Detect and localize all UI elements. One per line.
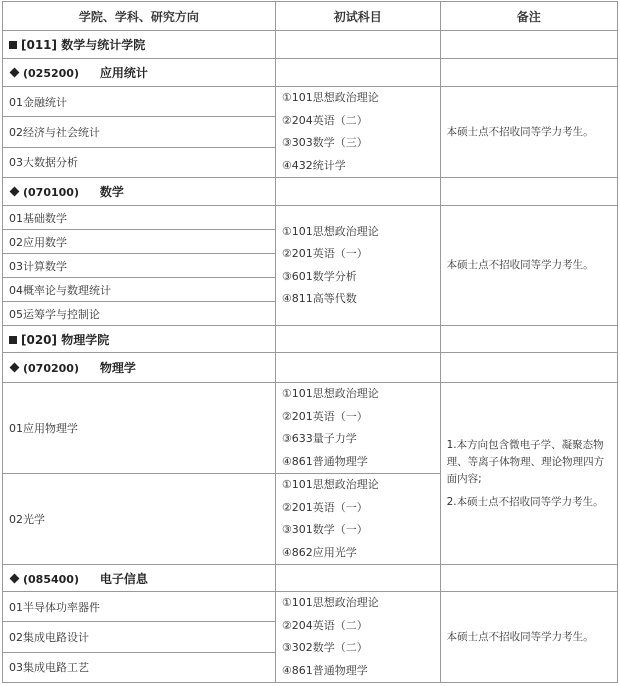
exam-subjects-cell	[275, 592, 440, 683]
remark-cell: 本硕士点不招收同等学力考生。	[440, 592, 617, 683]
remark-line: 2.本硕士点不招收同等学力考生。	[446, 495, 604, 508]
empty-cell	[440, 565, 617, 592]
exam-subject: ③301数学（一）	[281, 523, 368, 536]
direction-label: 03集成电路工艺	[3, 652, 276, 682]
exam-subjects-cell	[275, 206, 440, 326]
exam-subject: ④861普通物理学	[281, 454, 368, 468]
exam-subject: ④432统计学	[281, 158, 346, 172]
college-title: [011] 数学与统计学院	[21, 38, 146, 52]
diamond-bullet-icon	[10, 363, 20, 373]
remark-cell: 本硕士点不招收同等学力考生。	[440, 206, 617, 326]
exam-subject: ②204英语（二）	[281, 113, 368, 127]
major-name: 电子信息	[99, 571, 148, 586]
direction-label: 01金融统计	[3, 87, 276, 117]
empty-cell	[440, 178, 617, 206]
exam-subject: ③303数学（三）	[281, 136, 368, 149]
direction-label: 03计算数学	[3, 254, 276, 278]
header-college-discipline: 学院、学科、研究方向	[3, 2, 276, 31]
major-code: (085400)	[23, 572, 79, 586]
empty-cell	[275, 59, 440, 87]
exam-subject: ③601数学分析	[281, 269, 357, 283]
empty-cell	[275, 326, 440, 353]
major-code: (025200)	[23, 67, 79, 80]
exam-subject: ①101思想政治理论	[281, 91, 379, 104]
diamond-bullet-icon	[10, 187, 20, 197]
diamond-bullet-icon	[10, 573, 20, 583]
major-name: 数学	[99, 185, 124, 199]
college-cell	[3, 326, 276, 353]
exam-subject: ④861普通物理学	[281, 663, 368, 677]
exam-subject: ①101思想政治理论	[281, 478, 379, 491]
header-exam-subjects: 初试科目	[275, 2, 440, 31]
major-cell	[3, 565, 276, 592]
major-cell	[3, 353, 276, 383]
major-row	[3, 353, 618, 383]
empty-cell	[440, 326, 617, 353]
square-bullet-icon	[9, 41, 17, 49]
exam-subject: ①101思想政治理论	[281, 224, 379, 238]
exam-subject: ②204英语（二）	[281, 618, 368, 632]
direction-label: 01应用物理学	[3, 383, 276, 474]
direction-row	[3, 592, 618, 622]
empty-cell	[440, 353, 617, 383]
major-code: (070100)	[23, 186, 79, 199]
exam-subject: ②201英语（一）	[281, 247, 368, 260]
empty-cell	[440, 31, 617, 59]
direction-label: 01半导体功率器件	[3, 592, 276, 622]
direction-label: 04概率论与数理统计	[3, 278, 276, 302]
major-code: (070200)	[23, 362, 79, 375]
exam-subject: ③633量子力学	[281, 432, 357, 445]
empty-cell	[275, 565, 440, 592]
exam-subject: ②201英语（一）	[281, 409, 368, 423]
major-name: 应用统计	[99, 66, 148, 80]
exam-subject: ③302数学（二）	[281, 641, 368, 654]
empty-cell	[440, 59, 617, 87]
direction-label: 02经济与社会统计	[3, 117, 276, 147]
header-remarks: 备注	[440, 2, 617, 31]
exam-subject: ①101思想政治理论	[281, 387, 379, 400]
exam-subject: ②201英语（一）	[281, 500, 368, 514]
major-cell	[3, 59, 276, 87]
major-row	[3, 59, 618, 87]
table-header-row	[3, 2, 618, 31]
direction-label: 01基础数学	[3, 206, 276, 230]
college-row	[3, 326, 618, 353]
direction-label: 02应用数学	[3, 230, 276, 254]
empty-cell	[275, 353, 440, 383]
direction-label: 03大数据分析	[3, 147, 276, 177]
exam-subject: ④862应用光学	[281, 545, 357, 559]
college-row	[3, 31, 618, 59]
exam-subject: ④811高等代数	[281, 292, 357, 305]
direction-row	[3, 206, 618, 230]
college-cell	[3, 31, 276, 59]
admissions-table	[2, 1, 618, 683]
direction-label: 02集成电路设计	[3, 622, 276, 652]
remark-cell	[440, 383, 617, 565]
remark-line: 1.本方向包含微电子学、凝聚态物理、等离子体物理、理论物理四方面内容;	[446, 438, 605, 485]
direction-row	[3, 383, 618, 474]
remark-cell: 本硕士点不招收同等学力考生。	[440, 87, 617, 178]
exam-subject: ①101思想政治理论	[281, 596, 379, 609]
empty-cell	[275, 31, 440, 59]
major-name: 物理学	[99, 361, 136, 375]
major-row	[3, 178, 618, 206]
exam-subjects-cell	[275, 383, 440, 474]
direction-row	[3, 87, 618, 117]
direction-label: 05运筹学与控制论	[3, 302, 276, 326]
major-cell	[3, 178, 276, 206]
direction-label: 02光学	[3, 474, 276, 565]
diamond-bullet-icon	[10, 68, 20, 78]
major-row	[3, 565, 618, 592]
square-bullet-icon	[9, 336, 17, 344]
exam-subjects-cell	[275, 87, 440, 178]
empty-cell	[275, 178, 440, 206]
college-title: [020] 物理学院	[21, 332, 110, 347]
exam-subjects-cell	[275, 474, 440, 565]
